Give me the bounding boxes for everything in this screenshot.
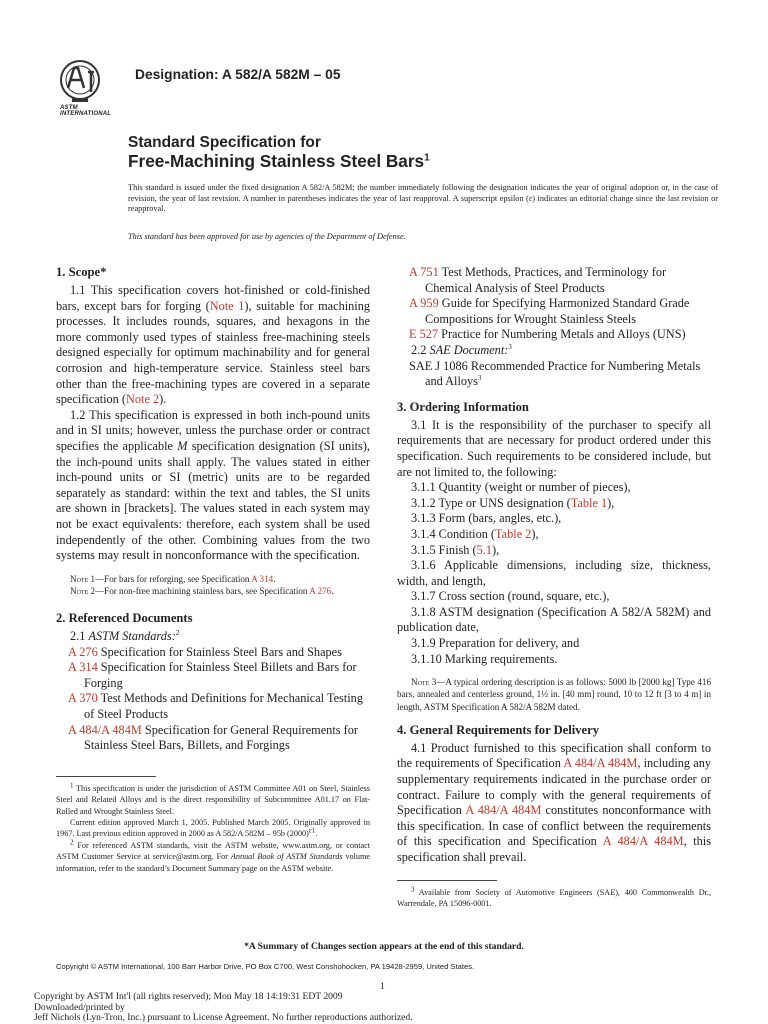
a484-link-1[interactable]: A 484/A 484M (563, 756, 638, 771)
summary-of-changes-note: *A Summary of Changes section appears at the end of this standard. (244, 941, 524, 952)
footnote-rule-right (397, 880, 497, 881)
item-3-1-5: 3.1.5 Finish (5.1), (411, 542, 500, 557)
ref-e527-link[interactable]: E 527 (409, 327, 439, 342)
title-line-1: Standard Specification for (128, 134, 321, 151)
logo-text: ASTM INTERNATIONAL (60, 105, 112, 117)
ref-a276: A 276 Specification for Stainless Steel Bars and Shapes (68, 644, 342, 659)
copyright-line: Copyright © ASTM International, 100 Barr Harbor Drive, PO Box C700, West Conshohocken, PA 19428-2959, United States. (56, 962, 475, 971)
footnote-1: $^1$ This specification is under the jurisdiction of ASTM Committee A01 on Steel, Stainless Steel and Related Alloys and is the direct responsibility of Subcommittee A01.17 on Flat-Rolled and Wrought Stainless Steel. (56, 781, 370, 816)
note-3: Note 3—A typical ordering description is as follows: 5000 lb [2000 kg] Type 416 bars, annealed and centerless ground, 1½ in. [40 mm] round, 10 to 12 ft [3 to 4 m] in length, ASTM Specification A 582/A 582M dated. (397, 677, 711, 712)
astm-logo (58, 58, 124, 116)
table-2-link[interactable]: Table 2 (495, 526, 532, 541)
ref-a314-link[interactable]: A 314 (68, 660, 98, 675)
section-2-2: 2.2 SAE Document:$^3$ (411, 342, 512, 357)
note-2-link[interactable]: Note 2 (126, 392, 160, 407)
footnote-2: $^2$ For referenced ASTM standards, visit the ASTM website, www.astm.org, or contact ASTM Customer Service at service@astm.org. For Annual Book of ASTM Standards volume information, refer to the standard’s Document Summary page on the ASTM website. (56, 838, 371, 873)
item-3-1-1: 3.1.1 Quantity (weight or number of pieces), (411, 480, 631, 495)
ref-a314: A 314 Specification for Stainless Steel Billets and Bars for Forging (68, 660, 357, 690)
item-3-1-7: 3.1.7 Cross section (round, square, etc.), (411, 589, 610, 604)
left-column (56, 265, 370, 874)
ref-a959-link[interactable]: A 959 (409, 296, 439, 311)
right-column (397, 265, 711, 909)
approved-statement: This standard has been approved for use by agencies of the Department of Defense. (128, 232, 406, 241)
item-3-1-9: 3.1.9 Preparation for delivery, and (411, 636, 580, 651)
download-stamp-line-2: Downloaded/printed by (34, 1001, 125, 1013)
ref-a484: A 484/A 484M Specification for General Requirements for Stainless Steel Bars, Billets, and Forgings (68, 722, 358, 753)
footnote-1-edition: Current edition approved March 1, 2005. Published March 2005. Originally approved in 1967. Last previous edition approved in 2000 as A 582/A 582M – 95b $(2000)^{\varepsilon 1}$. (56, 818, 370, 839)
general-requirements-heading: 4. General Requirements for Delivery (397, 722, 600, 737)
ref-a370-link[interactable]: A 370 (68, 691, 98, 706)
a484-link-3[interactable]: A 484/A 484M (602, 834, 684, 849)
ref-e527: E 527 Practice for Numbering Metals and Alloys (UNS) (409, 327, 686, 342)
footnote-3: $^3$ Available from Society of Automotive Engineers (SAE), 400 Commonwealth Dr., Warrendale, PA 15096-0001. (397, 884, 711, 909)
download-stamp-line-3: Jeff Nichols (Lyn-Tron, Inc.) pursuant to License Agreement. No further reproductions authorized. (34, 1012, 413, 1024)
referenced-documents-heading: 2. Referenced Documents (56, 611, 193, 626)
section-3-1: 3.1 It is the responsibility of the purchaser to specify all requirements that are necessary for product ordered under this specification. Such requirements to be considered include, but are not limited to, the following: (397, 417, 711, 479)
designation: Designation: A 582/A 582M – 05 (135, 67, 341, 82)
download-stamp-line-1: Copyright by ASTM Int'l (all rights reserved); Mon May 18 14:19:31 EDT 2009 (34, 991, 343, 1002)
note-1: Note 1—For bars for reforging, see Specification A 314. (70, 573, 276, 584)
ref-a370: A 370 Test Methods and Definitions for Mechanical Testing of Steel Products (68, 691, 363, 722)
title-line-2: Free-Machining Stainless Steel Bars$^1$ (128, 151, 430, 171)
note-2-a276-link[interactable]: A 276 (309, 585, 332, 596)
item-3-1-2: 3.1.2 Type or UNS designation (Table 1), (411, 495, 615, 510)
ref-a959: A 959 Guide for Specifying Harmonized Standard Grade Compositions for Wrought Stainless Steels (409, 296, 690, 326)
ref-sae-j1086: SAE J 1086 Recommended Practice for Numbering Metals and Alloys$^3$ (409, 358, 701, 389)
ref-a484-link[interactable]: A 484/A 484M (68, 722, 142, 737)
note-1-a314-link[interactable]: A 314 (251, 573, 274, 584)
item-3-1-10: 3.1.10 Marking requirements. (411, 651, 558, 666)
item-3-1-3: 3.1.3 Form (bars, angles, etc.), (411, 511, 562, 526)
section-1-1: 1.1 This specification covers hot-finished or cold-finished bars, except bars for forging (Note 1), suitable for machining processes. It includes rounds, squares, and hexagons in the more commonly used types of stainless free-machining steels designed especially for optimum machinability and for general corrosion and high-temperature service. Stainless steel bars other than the free-machining types are covered in a separate specification (Note 2). (56, 283, 370, 407)
note-1-link[interactable]: Note 1 (209, 298, 245, 313)
ref-a751: A 751 Test Methods, Practices, and Terminology for Chemical Analysis of Steel Products (409, 265, 667, 295)
intro-paragraph: This standard is issued under the fixed designation A 582/A 582M; the number immediately following the designation indicates the year of original adoption or, in the case of revision, the year of last revision. A number in parentheses indicates the year of last reapproval. A superscript epsilon (ε) indicates an editorial change since the last revision or reapproval. (128, 183, 718, 214)
ref-a751-link[interactable]: A 751 (409, 265, 439, 279)
section-5-1-link[interactable]: 5.1 (476, 542, 492, 557)
section-4-1: 4.1 Product furnished to this specification shall conform to the requirements of Specification A 484/A 484M, including any supplementary requirements indicated in the purchase order or contract. Failure to comply with the general requirements of Specification A 484/A 484M constitutes nonconformance with this specification. In case of conflict between the requirements of this specification and Specification A 484/A 484M, this specification shall prevail. (397, 740, 711, 865)
item-3-1-6: 3.1.6 Applicable dimensions, including size, thickness, width, and length, (397, 558, 711, 588)
ref-a276-link[interactable]: A 276 (68, 644, 98, 659)
section-2-1: 2.1 ASTM Standards:$^2$ (70, 629, 180, 644)
note-2: Note 2—For non-free machining stainless bars, see Specification A 276. (70, 585, 334, 596)
scope-heading: 1. Scope* (56, 265, 107, 279)
table-1-link[interactable]: Table 1 (570, 495, 608, 510)
ordering-information-heading: 3. Ordering Information (397, 399, 529, 414)
item-3-1-8: 3.1.8 ASTM designation (Specification A 582/A 582M) and publication date, (397, 604, 711, 635)
download-stamp (34, 992, 484, 1024)
title-footnote-mark: 1 (424, 152, 430, 164)
section-1-2: 1.2 This specification is expressed in both inch-pound units and in SI units; however, unless the purchase order or contract specifies the applicable M specification designation (SI units), the inch-pound units shall apply. The values stated in either inch-pound units or SI (metric) units are to be regarded separately as standard: within the text and tables, the SI units are shown in [brackets]. The values stated in each system may not be exact equivalents: therefore, each system shall be used independently of the other. Combining values from the two systems may result in nonconformance with the specification. (56, 407, 370, 563)
footnote-rule (56, 776, 156, 777)
page-number: 1 (380, 981, 385, 992)
item-3-1-4: 3.1.4 Condition (Table 2), (411, 526, 539, 541)
a484-link-2[interactable]: A 484/A 484M (465, 803, 542, 818)
